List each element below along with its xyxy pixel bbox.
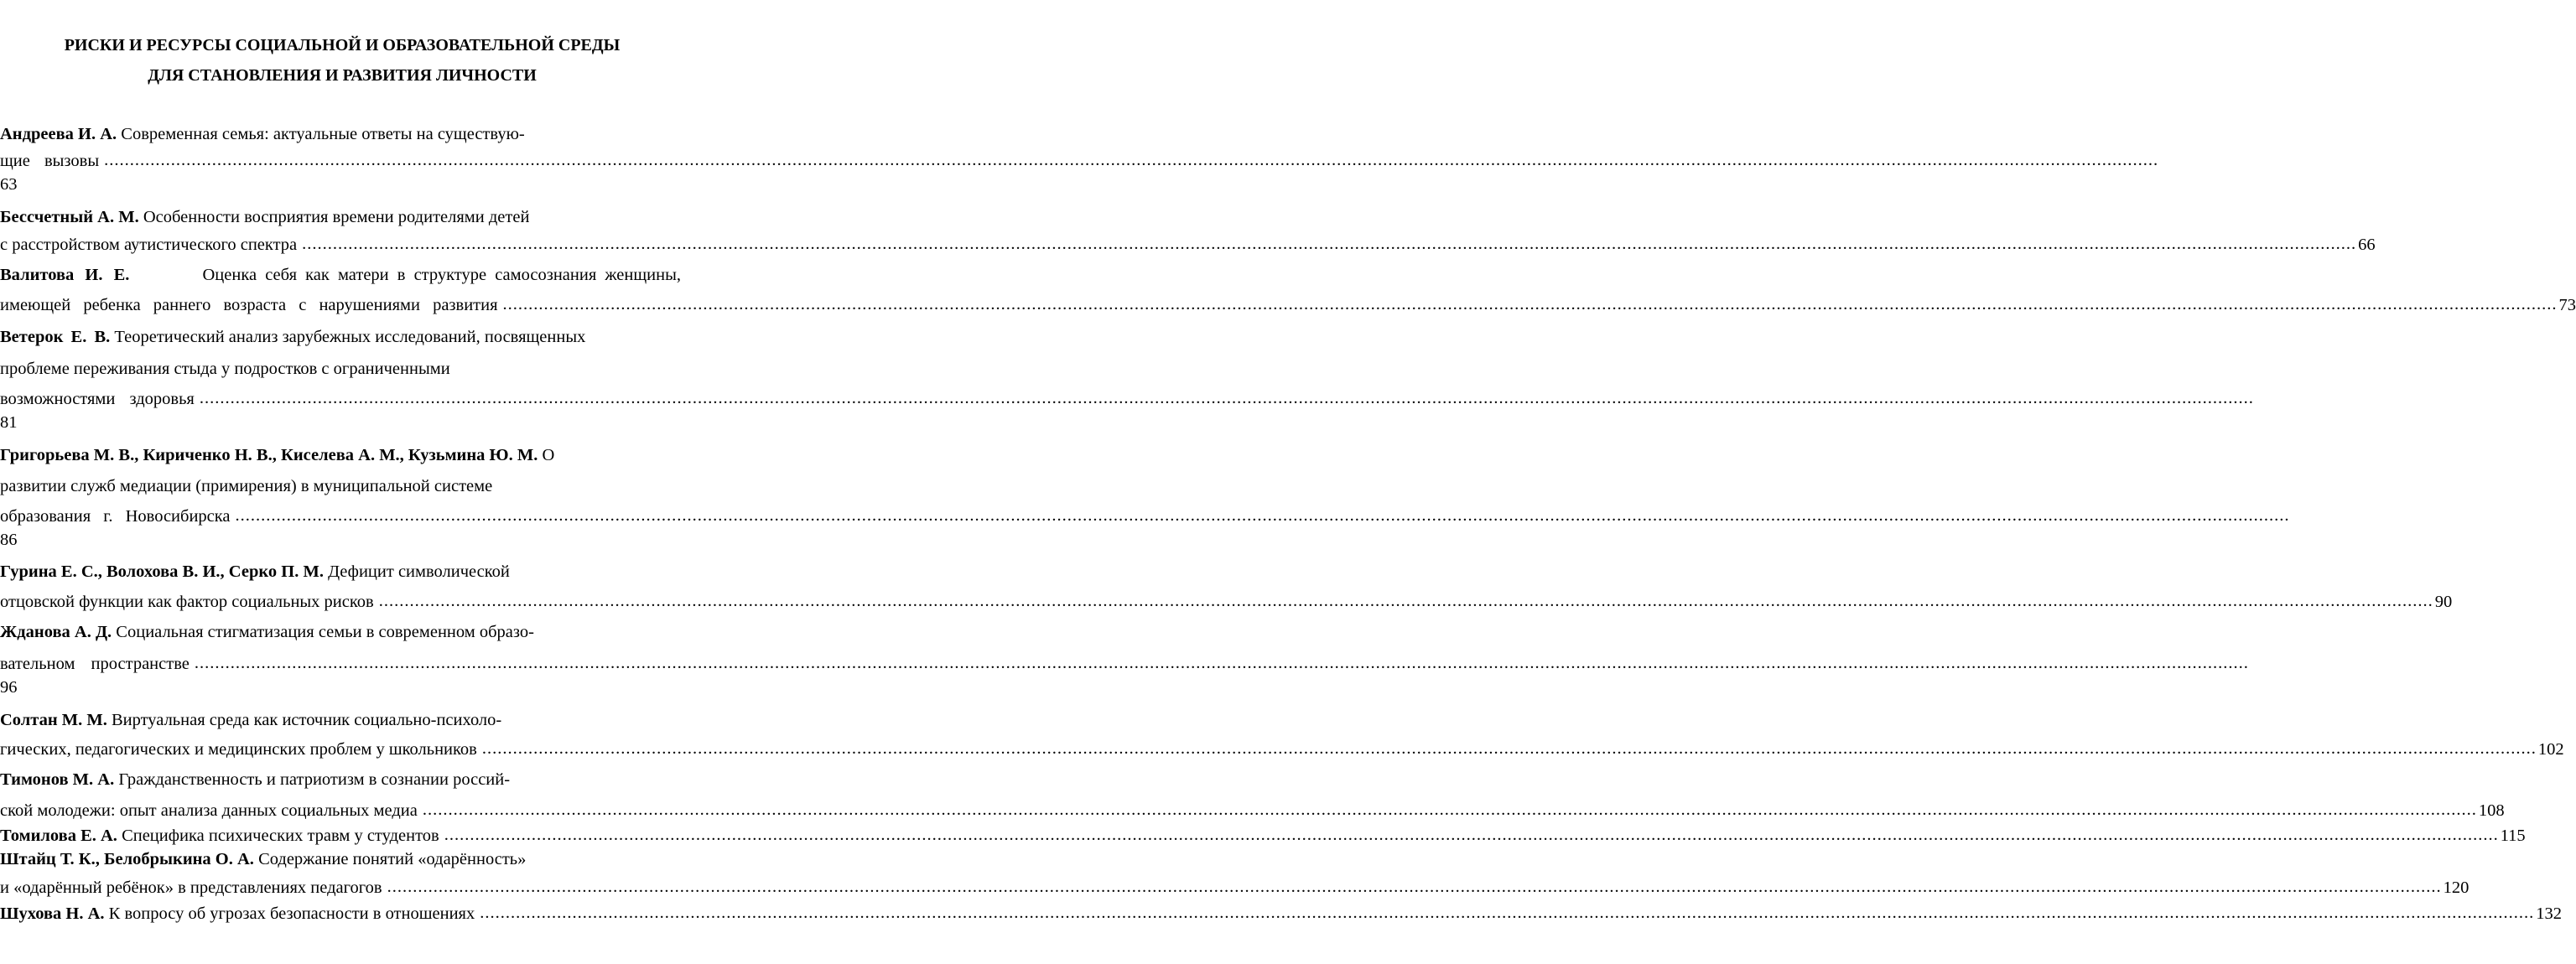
toc-entry-soltan-line-1 — [0, 707, 681, 733]
leader-dots: ................................................................................................................................................................................................................................................................................................................................................................................................................ — [235, 506, 2290, 525]
entry-author: Григорьева М. В., Кириченко Н. В., Киселева А. М., Кузьмина Ю. М. — [0, 446, 538, 464]
entry-author: Андреева И. А. — [0, 125, 117, 143]
toc-entry-soltan-line-2 — [0, 736, 2564, 763]
entry-title-cont: отцовской функции как фактор социальных рисков — [0, 593, 374, 611]
entry-author: Шухова Н. А. — [0, 904, 105, 923]
toc-entry-besschetny-line-1 — [0, 204, 681, 231]
entry-page-number: 115 — [2500, 827, 2526, 845]
entry-author: Бессчетный А. М. — [0, 208, 139, 226]
entry-title: Дефицит символической — [328, 562, 510, 581]
leader-dots: ................................................................................................................................................................................................................................................................................................................................................................................................................ — [378, 592, 2433, 610]
toc-entry-valitova-line-1 — [0, 262, 681, 288]
entry-title: Специфика психических травм у студентов — [122, 827, 439, 845]
toc-entry-shukhova — [0, 900, 2562, 927]
leader-dots: ................................................................................................................................................................................................................................................................................................................................................................................................................ — [199, 389, 2254, 407]
entry-title: Содержание понятий «одарённость» — [258, 850, 527, 868]
entry-title-cont: возможностями здоровья — [0, 390, 195, 408]
entry-title: Социальная стигматизация семьи в современном образо- — [116, 623, 534, 641]
toc-entry-andreeva-line-1 — [0, 121, 681, 148]
entry-page-number: 120 — [2443, 878, 2470, 897]
entry-title-cont: с расстройством аутистического спектра — [0, 236, 298, 254]
toc-entry-gurina-line-1 — [0, 558, 681, 585]
entry-title-cont: ской молодежи: опыт анализа данных социальных медиа — [0, 801, 418, 820]
entry-author: Томилова Е. А. — [0, 827, 117, 845]
toc-entry-timonov-line-1 — [0, 766, 681, 793]
entry-page-number: 90 — [2434, 593, 2453, 611]
leader-dots: ................................................................................................................................................................................................................................................................................................................................................................................................................ — [422, 801, 2477, 819]
entry-page-number: 81 — [0, 413, 18, 432]
entry-page-number: 73 — [2558, 296, 2576, 314]
entry-title-cont: проблеме переживания стыда у подростков с ограниченными — [0, 360, 450, 378]
entry-author: Солтан М. М. — [0, 711, 107, 729]
toc-entry-grigorieva-line-1 — [0, 442, 681, 469]
entry-title-cont: гических, педагогических и медицинских проблем у школьников — [0, 740, 477, 759]
leader-dots: ................................................................................................................................................................................................................................................................................................................................................................................................................ — [194, 654, 2249, 672]
toc-entry-gurina-line-2 — [0, 588, 2453, 615]
entry-title: Теоретический анализ зарубежных исследований, посвященных — [114, 328, 586, 346]
entry-page-number: 86 — [0, 531, 18, 549]
toc-entry-veterok-line-1 — [0, 324, 681, 350]
entry-title: Особенности восприятия времени родителями детей — [143, 208, 530, 226]
entry-title: О — [542, 446, 555, 464]
entry-title: Современная семья: актуальные ответы на существую- — [121, 125, 525, 143]
entry-page-number: 63 — [0, 175, 18, 194]
section-title-line-1: РИСКИ И РЕСУРСЫ СОЦИАЛЬНОЙ И ОБРАЗОВАТЕЛЬНОЙ СРЕДЫ — [64, 36, 621, 54]
toc-entry-besschetny-line-2 — [0, 231, 2376, 258]
toc-entry-valitova-line-2 — [0, 292, 2576, 319]
leader-dots: ................................................................................................................................................................................................................................................................................................................................................................................................................ — [104, 151, 2159, 169]
toc-entry-shtaits-line-2 — [0, 874, 2470, 901]
entry-title-cont: вательном пространстве — [0, 655, 190, 673]
toc-entry-timonov-line-2 — [0, 797, 2505, 824]
toc-entry-shtaits-line-1 — [0, 846, 681, 873]
leader-dots: ................................................................................................................................................................................................................................................................................................................................................................................................................ — [502, 295, 2558, 314]
entry-page-number: 108 — [2478, 801, 2505, 820]
entry-page-number: 96 — [0, 678, 18, 697]
entry-page-number: 132 — [2536, 904, 2562, 923]
entry-author: Тимонов М. А. — [0, 770, 115, 789]
section-title-line-2: ДЛЯ СТАНОВЛЕНИЯ И РАЗВИТИЯ ЛИЧНОСТИ — [148, 66, 537, 85]
entry-title: Виртуальная среда как источник социально-психоло- — [112, 711, 502, 729]
entry-title-cont: щие вызовы — [0, 152, 100, 170]
entry-title-cont: развитии служб медиации (примирения) в муниципальной системе — [0, 477, 493, 495]
entry-author: Валитова И. Е. — [0, 266, 130, 284]
leader-dots: ................................................................................................................................................................................................................................................................................................................................................................................................................ — [444, 826, 2499, 844]
entry-page-number: 66 — [2358, 236, 2376, 254]
entry-title-cont: имеющей ребенка раннего возраста с нарушениями развития — [0, 296, 498, 314]
entry-title: К вопросу об угрозах безопасности в отношениях — [108, 904, 475, 923]
entry-title-cont: образования г. Новосибирска — [0, 507, 231, 526]
leader-dots: ................................................................................................................................................................................................................................................................................................................................................................................................................ — [302, 235, 2357, 253]
leader-dots: ................................................................................................................................................................................................................................................................................................................................................................................................................ — [387, 878, 2442, 896]
entry-author: Штайц Т. К., Белобрыкина О. А. — [0, 850, 254, 868]
leader-dots: ................................................................................................................................................................................................................................................................................................................................................................................................................ — [480, 904, 2535, 922]
entry-page-number: 102 — [2537, 740, 2564, 759]
entry-title-cont: и «одарённый ребёнок» в представлениях педагогов — [0, 878, 382, 897]
entry-author: Ветерок Е. В. — [0, 328, 111, 346]
entry-author: Жданова А. Д. — [0, 623, 112, 641]
toc-entry-zhdanova-line-1 — [0, 619, 681, 645]
entry-title: Гражданственность и патриотизм в сознании россий- — [118, 770, 511, 789]
leader-dots: ................................................................................................................................................................................................................................................................................................................................................................................................................ — [481, 739, 2537, 758]
entry-author: Гурина Е. С., Волохова В. И., Серко П. М. — [0, 562, 324, 581]
entry-title: Оценка себя как матери в структуре самосознания женщины, — [202, 266, 681, 284]
